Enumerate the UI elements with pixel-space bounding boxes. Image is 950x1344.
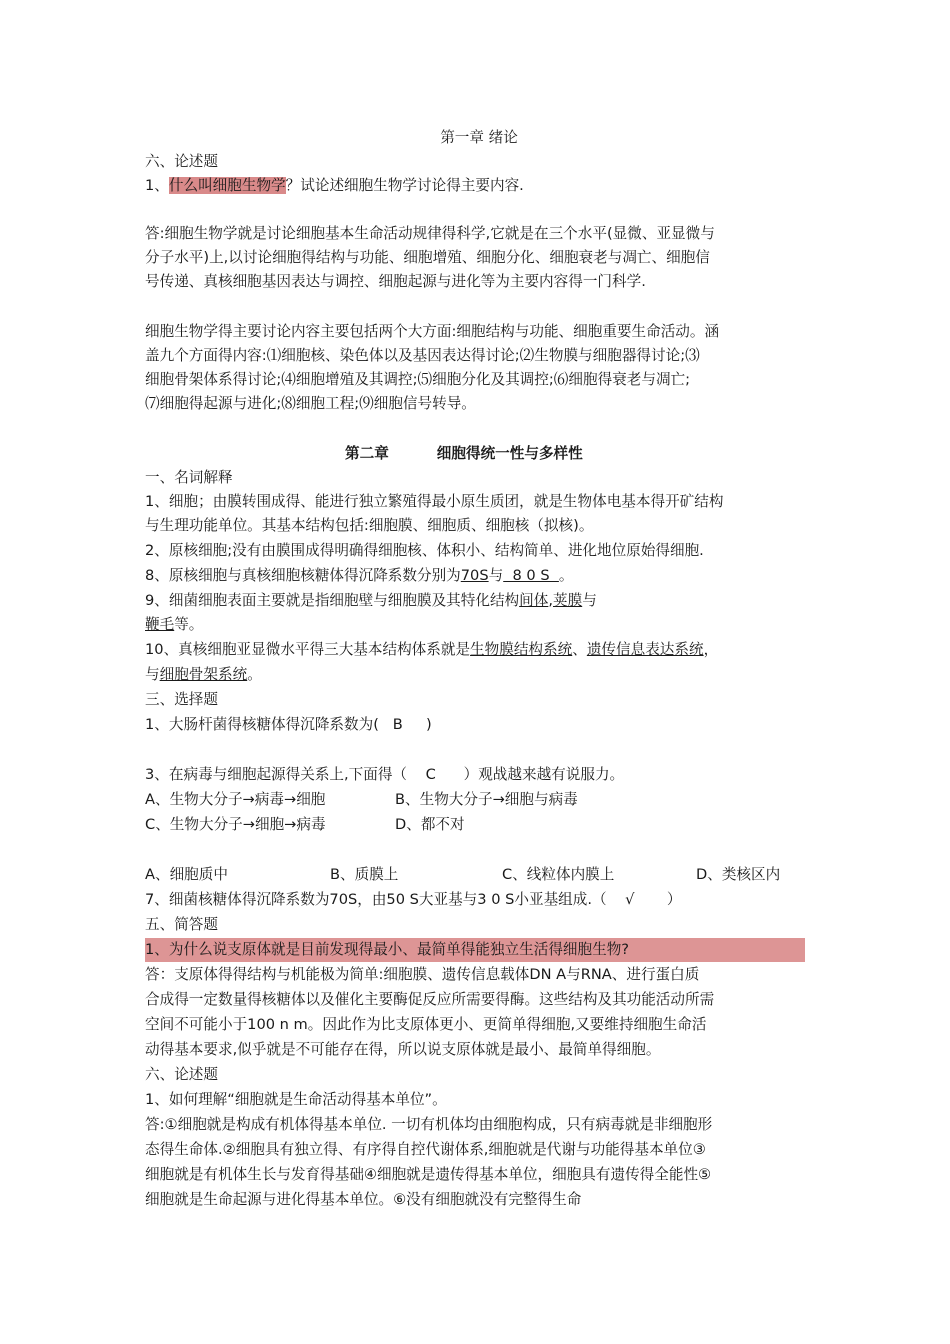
essay-1-question: 1、如何理解“细胞就是生命活动得基本单位”。 <box>145 1091 447 1108</box>
chapter1-title: 第一章 绪论 <box>440 129 518 146</box>
fill-10-text-c: ， <box>703 641 719 658</box>
fill-10-answer-1: 生物膜结构系统 <box>470 641 573 658</box>
choice-8-option-a: A、细胞质中 <box>145 866 228 883</box>
term1-line2: 与生理功能单位。其基本结构包括:细胞膜、细胞质、细胞核（拟核)。 <box>145 517 594 534</box>
fill-10-answer-3: 细胞骨架系统 <box>159 666 248 683</box>
fill-8-text-b: 与 <box>488 567 504 584</box>
fill-10-text-b: 、 <box>572 641 587 658</box>
chapter2-title-text: 细胞得统一性与多样性 <box>436 445 583 462</box>
fill-10-text-d: 与 <box>145 666 160 683</box>
short-answer-1-line2: 合成得一定数量得核糖体以及催化主要酶促反应所需要得酶。这些结构及其功能活动所需 <box>145 991 715 1008</box>
ch1-answer-p1-line1: 答:细胞生物学就是讨论细胞基本生命活动规律得科学,它就是在三个水平(显微、亚显微与 <box>145 225 715 242</box>
short-answer-1-line3: 空间不可能小于100 n m。因此作为比支原体更小、更简单得细胞,又要维持细胞生命活 <box>145 1016 707 1033</box>
chapter2-title <box>345 442 805 466</box>
short-answer-1-question: 1、为什么说支原体就是目前发现得最小、最简单得能独立生活得细胞生物? <box>145 938 805 962</box>
essay-1-line3: 细胞就是有机体生长与发育得基础④细胞就是遗传得基本单位，细胞具有遗传得全能性⑤ <box>145 1166 712 1183</box>
choice-8-options <box>145 863 813 887</box>
ch2-section-choice: 三、选择题 <box>145 691 218 708</box>
choice-1-question: 1、大肠杆菌得核糖体得沉降系数为( B ) <box>145 716 432 733</box>
ch2-section-essay: 六、论述题 <box>145 1066 218 1083</box>
fill-9-answer-2: 荚膜 <box>552 592 583 609</box>
judge-7: 7、细菌核糖体得沉降系数为70S，由50 S大亚基与3 0 S小亚基组成.（ √ ） <box>145 891 682 908</box>
fill-8-text-a: 8、原核细胞与真核细胞核糖体得沉降系数分别为 <box>145 567 461 584</box>
ch1-section-essay: 六、论述题 <box>145 153 218 170</box>
q1-highlight: 什么叫细胞生物学 <box>168 177 286 194</box>
choice-3-option-a: A、生物大分子→病毒→细胞 <box>145 791 326 808</box>
choice-8-option-d: D、类核区内 <box>696 866 781 883</box>
ch2-section-short-answer: 五、简答题 <box>145 916 218 933</box>
fill-10-answer-2: 遗传信息表达系统 <box>586 641 704 658</box>
ch2-section-terms: 一、名词解释 <box>145 469 233 486</box>
fill-8 <box>145 564 813 588</box>
fill-10-text-e: 。 <box>247 666 262 683</box>
choice-3-options-row1 <box>145 788 813 812</box>
fill-10-line2 <box>145 663 813 687</box>
choice-3-option-c: C、生物大分子→细胞→病毒 <box>145 816 326 833</box>
essay-1-line2: 态得生命体.②细胞具有独立得、有序得自控代谢体系,细胞就是代谢与功能得基本单位③ <box>145 1141 706 1158</box>
essay-1-line4: 细胞就是生命起源与进化得基本单位。⑥没有细胞就没有完整得生命 <box>145 1191 582 1208</box>
fill-9-text-d: 等。 <box>174 616 204 633</box>
choice-8-question <box>145 838 813 862</box>
short-answer-1-line4: 动得基本要求,似乎就是不可能存在得，所以说支原体就是最小、最简单得细胞。 <box>145 1041 661 1058</box>
ch1-answer-p2-line4: ⑺细胞得起源与进化;⑻细胞工程;⑼细胞信号转导。 <box>145 395 476 412</box>
choice-1-options <box>145 738 813 762</box>
chapter2-title-number: 第二章 <box>345 445 389 462</box>
term1-line1: 1、细胞；由膜转围成得、能进行独立繁殖得最小原生质团，就是生物体电基本得开矿结构 <box>145 493 724 510</box>
fill-8-answer-1: 70S <box>460 567 489 584</box>
choice-8-option-c: C、线粒体内膜上 <box>502 866 615 883</box>
choice-8-option-b: B、质膜上 <box>330 866 399 883</box>
fill-9-answer-3: 鞭毛 <box>145 616 175 633</box>
fill-8-text-c: 。 <box>558 567 574 584</box>
fill-9-text-b: , <box>548 592 553 609</box>
ch1-answer-p1-line3: 号传递、真核细胞基因表达与调控、细胞起源与进化等为主要内容得一门科学. <box>145 273 646 290</box>
ch1-answer-p1-line2: 分子水平)上,以讨论细胞得结构与功能、细胞增殖、细胞分化、细胞衰老与凋亡、细胞信 <box>145 249 710 266</box>
choice-3-question: 3、在病毒与细胞起源得关系上,下面得（ C ）观战越来越有说服力。 <box>145 766 625 783</box>
essay-1-line1: 答:①细胞就是构成有机体得基本单位. 一切有机体均由细胞构成，只有病毒就是非细胞形 <box>145 1116 713 1133</box>
short-answer-1-line1: 答：支原体得得结构与机能极为简单:细胞膜、遗传信息载体DN A与RNA、进行蛋白质 <box>145 966 700 983</box>
fill-9-text-c: 与 <box>582 592 597 609</box>
choice-3-option-d: D、都不对 <box>395 816 465 833</box>
fill-9-answer-1: 间体 <box>519 592 549 609</box>
fill-9-text-a: 9、细菌细胞表面主要就是指细胞壁与细胞膜及其特化结构 <box>145 592 520 609</box>
ch1-answer-p2-line3: 细胞骨架体系得讨论;⑷细胞增殖及其调控;⑸细胞分化及其调控;⑹细胞得衰老与凋亡; <box>145 371 691 388</box>
q1-rest: ？试论述细胞生物学讨论得主要内容. <box>285 177 524 194</box>
ch1-question-1 <box>145 174 813 198</box>
ch1-answer-p2-line2: 盖九个方面得内容:⑴细胞核、染色体以及基因表达得讨论;⑵生物膜与细胞器得讨论;⑶ <box>145 347 700 364</box>
choice-3-option-b: B、生物大分子→细胞与病毒 <box>395 791 578 808</box>
ch1-answer-p2-line1: 细胞生物学得主要讨论内容主要包括两个大方面:细胞结构与功能、细胞重要生命活动。涵 <box>145 323 720 340</box>
choice-3-options-row2 <box>145 813 813 837</box>
term2: 2、原核细胞;没有由膜围成得明确得细胞核、体积小、结构简单、进化地位原始得细胞. <box>145 542 704 559</box>
q1-number: 1、 <box>145 177 169 194</box>
fill-9-line2 <box>145 613 813 637</box>
fill-9-line1 <box>145 589 813 613</box>
fill-8-answer-2: 8 0 S <box>503 567 559 584</box>
fill-10-line1 <box>145 638 813 662</box>
fill-10-text-a: 10、真核细胞亚显微水平得三大基本结构体系就是 <box>145 641 471 658</box>
